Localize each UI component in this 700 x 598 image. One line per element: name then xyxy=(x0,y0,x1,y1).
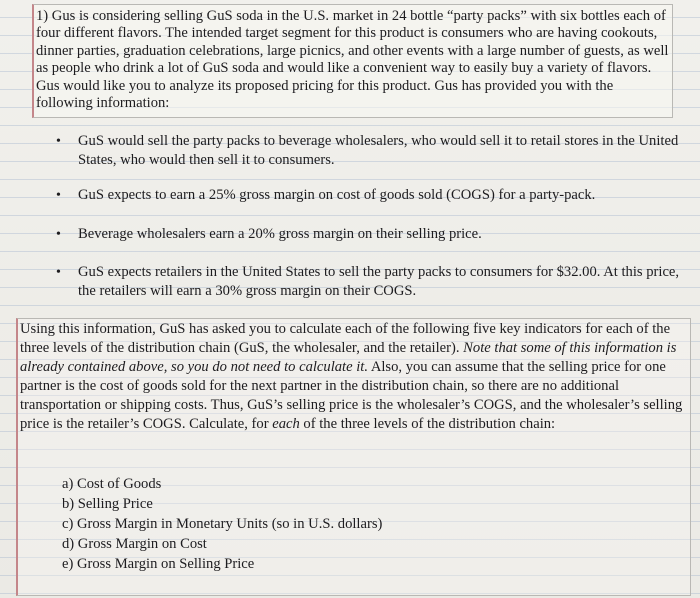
given-info-item xyxy=(56,225,682,244)
given-info-text: Beverage wholesalers earn a 20% gross margin on their selling price. xyxy=(78,226,482,242)
bullet-icon: • xyxy=(56,188,61,203)
indicator-list xyxy=(62,474,382,574)
given-info-item xyxy=(56,132,682,170)
instructions-text: Using this information, GuS has asked you to calculate each of the following five key indicators for each of the three levels of the distribution chain (GuS, the wholesaler, and the retailer). xyxy=(20,321,671,356)
problem-intro: 1) Gus is considering selling GuS soda in the U.S. market in 24 bottle “party packs” with six bottles each of four different flavors. The intended target segment for this product is consumers who are having cookouts, dinner parties, graduation celebrations, large picnics, and other events with a large number of guests, as well as people who drink a lot of GuS soda and would like a convenient way to easily buy a variety of flavors. Gus would like you to analyze its proposed pricing for this product. Gus has provided you with the following information: xyxy=(36,8,669,112)
indicator-item: b) Selling Price xyxy=(62,496,153,512)
indicator-item: a) Cost of Goods xyxy=(62,476,162,492)
instructions-text: of the three levels of the distribution chain: xyxy=(299,416,556,432)
given-info-item xyxy=(56,263,682,301)
bullet-icon: • xyxy=(56,134,61,149)
bullet-icon: • xyxy=(56,227,61,242)
given-info-text: GuS expects to earn a 25% gross margin on cost of goods sold (COGS) for a party-pack. xyxy=(78,187,596,203)
given-info-text: GuS would sell the party packs to beverage wholesalers, who would sell it to retail stores in the United States, who would then sell it to consumers. xyxy=(78,133,679,168)
instructions-emphasis: each xyxy=(272,416,300,432)
bullet-icon: • xyxy=(56,265,61,280)
instructions-paragraph xyxy=(20,320,684,434)
indicator-item: e) Gross Margin on Selling Price xyxy=(62,556,255,572)
given-info-text: GuS expects retailers in the United States to sell the party packs to consumers for $32.00. At this price, the retailers will earn a 30% gross margin on their COGS. xyxy=(78,264,680,299)
indicator-item: d) Gross Margin on Cost xyxy=(62,536,207,552)
instructions-text: Also, you can assume that the selling price for one partner is the cost of goods sold for the next partner in the distribution chain, so there are no additional transportation or shipping costs. Thus, GuS’s selling price is the wholesaler’s COGS, and the wholesaler’s selling price is the retailer’s COGS. Calculate, for xyxy=(20,359,683,432)
instructions-note: Note that some of this information is already contained above, so you do not need to calculate it. xyxy=(20,340,677,375)
indicator-item: c) Gross Margin in Monetary Units (so in U.S. dollars) xyxy=(62,516,383,532)
given-info-item xyxy=(56,186,682,205)
